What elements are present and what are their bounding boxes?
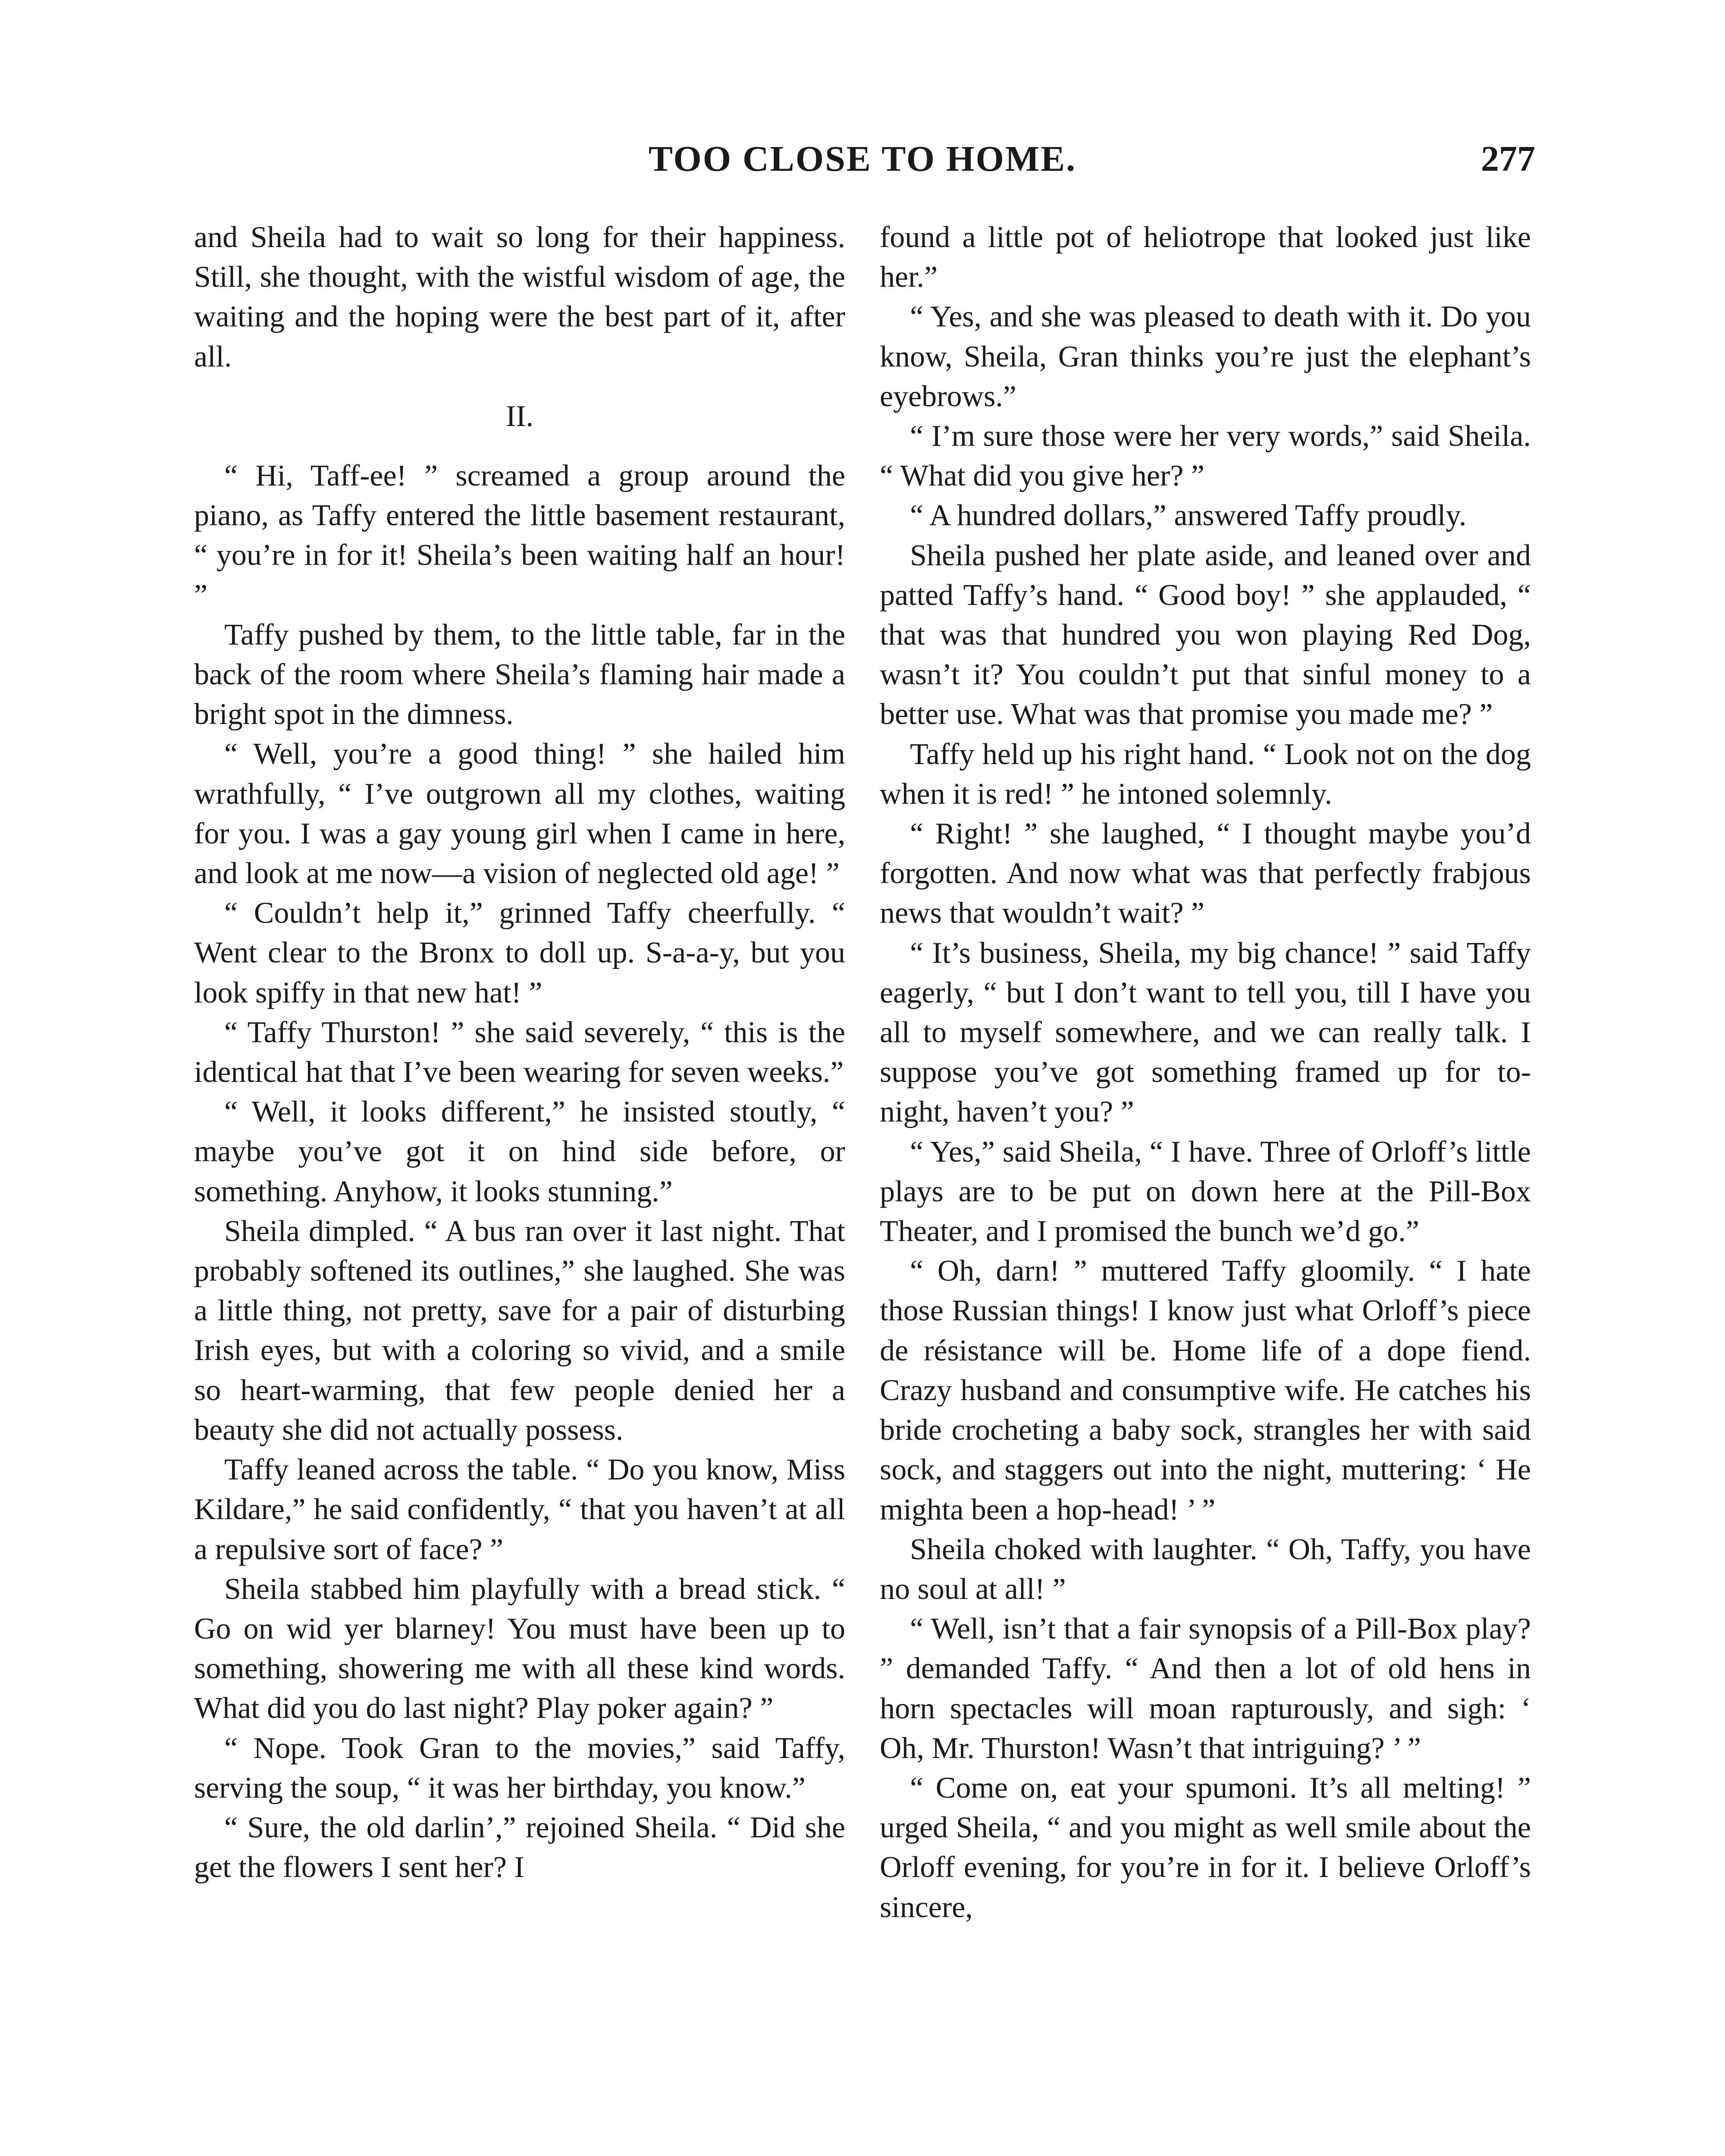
paragraph: found a little pot of heliotrope that looked just like her.” bbox=[880, 221, 1531, 294]
paragraph: “ Right! ” she laughed, “ I thought maybe you’d forgotten. And now what was that perfectly frabjous news that wouldn’t wait? ” bbox=[880, 817, 1531, 930]
paragraph: “ Nope. Took Gran to the movies,” said Taffy, serving the soup, “ it was her birthday, you know.” bbox=[194, 1731, 845, 1805]
paragraph: “ It’s business, Sheila, my big chance! ” said Taffy eagerly, “ but I don’t want to tell you, till I have you all to myself somewhere, and we can really talk. I suppose you’ve got something framed up for to-night, haven’t you? ” bbox=[880, 936, 1531, 1129]
paragraph: Sheila pushed her plate aside, and leaned over and patted Taffy’s hand. “ Good boy! ” she applauded, “ that was that hundred you won playing Red Dog, wasn’t it? You couldn’t put that sinful money to a better use. What was that promise you made me? ” bbox=[880, 539, 1531, 731]
paragraph: Taffy held up his right hand. “ Look not on the dog when it is red! ” he intoned solemnly. bbox=[880, 737, 1531, 811]
paragraph: “ Yes, and she was pleased to death with it. Do you know, Sheila, Gran thinks you’re just the elephant’s eyebrows.” bbox=[880, 300, 1531, 413]
paragraph: Taffy leaned across the table. “ Do you know, Miss Kildare,” he said confidently, “ that you haven’t at all a repulsive sort of face? ” bbox=[194, 1453, 845, 1566]
paragraph: Sheila stabbed him playfully with a bread stick. “ Go on wid yer blarney! You must have been up to something, showering me with all these kind words. What did you do last night? Play poker again? ” bbox=[194, 1572, 845, 1725]
page-number: 277 bbox=[1481, 139, 1535, 179]
paragraph: “ Hi, Taff-ee! ” screamed a group around the piano, as Taffy entered the little basement restaurant, “ you’re in for it! Sheila’s been waiting half an hour! ” bbox=[194, 459, 845, 612]
paragraph: “ A hundred dollars,” answered Taffy proudly. bbox=[910, 499, 1467, 533]
paragraph: Sheila dimpled. “ A bus ran over it last night. That probably softened its outlines,” she laughed. She was a little thing, not pretty, save for a pair of disturbing Irish eyes, but with a coloring so vivid, and a smile so heart-warming, that few people denied her a beauty she did not actually possess. bbox=[194, 1214, 845, 1447]
paragraph: “ Yes,” said Sheila, “ I have. Three of Orloff’s little plays are to be put on down here at the Pill-Box Theater, and I promised the bunch we’d go.” bbox=[880, 1135, 1531, 1248]
running-head: TOO CLOSE TO HOME. bbox=[648, 139, 1077, 179]
paragraph: “ Taffy Thurston! ” she said severely, “ this is the identical hat that I’ve been wearing for seven weeks.” bbox=[194, 1015, 845, 1089]
paragraph: “ Come on, eat your spumoni. It’s all melting! ” urged Sheila, “ and you might as well smile about the Orloff evening, for you’re in for it. I believe Orloff’s sincere, bbox=[880, 1771, 1531, 1924]
paragraph: and Sheila had to wait so long for their happiness. Still, she thought, with the wistful wisdom of age, the waiting and the hoping were the best part of it, after all. bbox=[194, 221, 845, 373]
paragraph: “ Well, isn’t that a fair synopsis of a Pill-Box play? ” demanded Taffy. “ And then a lot of old hens in horn spectacles will moan rapturously, and sigh: ‘ Oh, Mr. Thurston! Wasn’t that intriguing? ’ ” bbox=[880, 1612, 1531, 1765]
right-column bbox=[880, 218, 1531, 1927]
left-column bbox=[194, 218, 845, 1887]
paragraph: “ Well, it looks different,” he insisted stoutly, “ maybe you’ve got it on hind side before, or something. Anyhow, it looks stunning.” bbox=[194, 1095, 845, 1208]
paragraph: Taffy pushed by them, to the little table, far in the back of the room where Sheila’s flaming hair made a bright spot in the dimness. bbox=[194, 618, 845, 731]
paragraph: “ Oh, darn! ” muttered Taffy gloomily. “ I hate those Russian things! I know just what Orloff’s piece de résistance will be. Home life of a dope fiend. Crazy husband and consumptive wife. He catches his bride crocheting a baby sock, strangles her with said sock, and staggers out into the night, muttering: ‘ He mighta been a hop-head! ’ ” bbox=[880, 1254, 1531, 1526]
paragraph: “ Sure, the old darlin’,” rejoined Sheila. “ Did she get the flowers I sent her? I bbox=[194, 1811, 845, 1884]
paragraph: “ Well, you’re a good thing! ” she hailed him wrathfully, “ I’ve outgrown all my clothes, waiting for you. I was a gay young girl when I came in here, and look at me now—a vision of neglected old age! ” bbox=[194, 737, 845, 890]
paragraph: “ Couldn’t help it,” grinned Taffy cheerfully. “ Went clear to the Bronx to doll up. S-a-a-y, but you look spiffy in that new hat! ” bbox=[194, 896, 845, 1009]
page-header bbox=[190, 138, 1535, 185]
paragraph: Sheila choked with laughter. “ Oh, Taffy, you have no soul at all! ” bbox=[880, 1532, 1531, 1606]
section-heading: II. bbox=[505, 399, 534, 433]
paragraph: “ I’m sure those were her very words,” said Sheila. “ What did you give her? ” bbox=[880, 420, 1531, 493]
